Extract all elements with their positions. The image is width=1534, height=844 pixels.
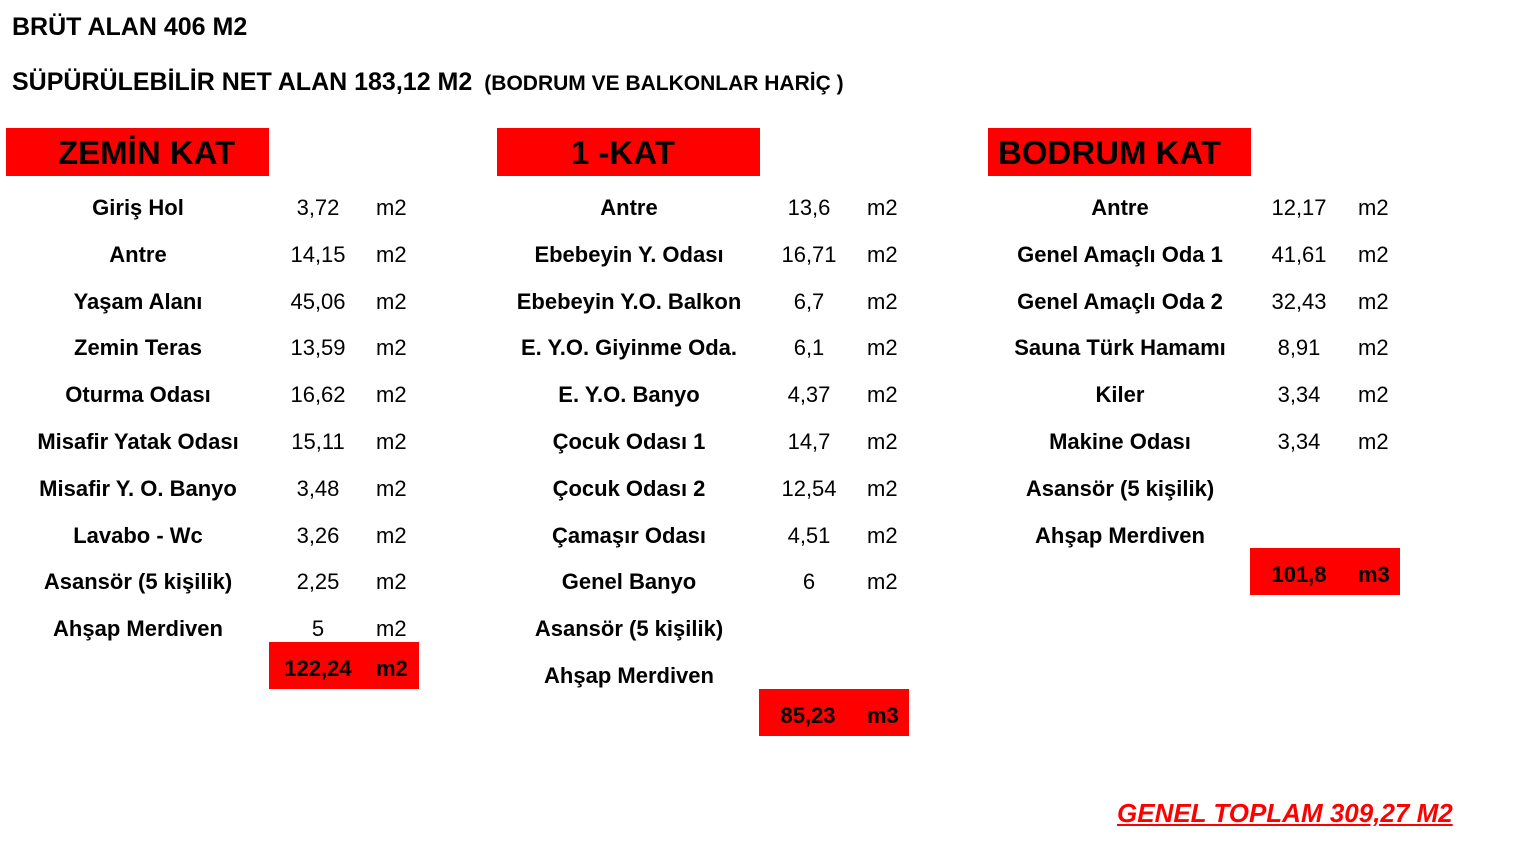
room-area-value: 45,06 xyxy=(290,288,346,314)
room-name: E. Y.O. Giyinme Oda. xyxy=(520,335,737,361)
room-name: Misafir Yatak Odası xyxy=(37,429,239,454)
room-area-value: 3,26 xyxy=(296,522,340,548)
section-total-value: 85,23 xyxy=(780,703,836,728)
room-area-unit: m2 xyxy=(376,382,407,408)
room-area-value: 3,34 xyxy=(1277,429,1321,454)
room-area-unit: m2 xyxy=(376,522,407,548)
section-total-unit: m2 xyxy=(376,656,408,681)
room-area-value: 4,37 xyxy=(787,382,831,408)
room-name: Sauna Türk Hamamı xyxy=(1014,335,1226,361)
room-name: Ahşap Merdiven xyxy=(544,663,714,688)
room-area-value: 16,71 xyxy=(781,241,837,267)
room-name: Antre xyxy=(109,241,167,267)
room-area-unit: m2 xyxy=(1358,335,1389,361)
room-name: E. Y.O. Banyo xyxy=(558,382,700,408)
room-area-value: 32,43 xyxy=(1271,288,1327,314)
section-total-value: 122,24 xyxy=(284,656,352,681)
room-area-unit: m2 xyxy=(867,475,898,501)
room-name: Asansör (5 kişilik) xyxy=(43,569,233,595)
room-area-unit: m2 xyxy=(376,475,407,501)
room-name: Asansör (5 kişilik) xyxy=(534,616,724,642)
room-name: Kiler xyxy=(1095,382,1145,408)
room-name: Genel Amaçlı Oda 1 xyxy=(1017,241,1223,267)
section-title: BODRUM KAT xyxy=(988,128,1251,176)
room-area-unit: m2 xyxy=(1358,429,1389,454)
room-area-unit: m2 xyxy=(376,616,407,642)
room-area-value: 3,48 xyxy=(296,475,340,501)
room-area-unit: m2 xyxy=(376,241,407,267)
room-area-unit: m2 xyxy=(867,241,898,267)
room-name: Oturma Odası xyxy=(65,382,211,408)
room-area-value: 12,54 xyxy=(781,475,837,501)
room-area-value: 3,34 xyxy=(1277,382,1321,408)
room-area-unit: m2 xyxy=(1358,195,1389,220)
section-title: 1 -KAT xyxy=(497,128,760,176)
room-name: Asansör (5 kişilik) xyxy=(1025,475,1215,501)
room-area-value: 41,61 xyxy=(1271,241,1327,267)
section-total xyxy=(759,689,909,736)
room-area-value: 4,51 xyxy=(787,522,831,548)
room-area-value: 8,91 xyxy=(1277,335,1321,361)
room-name: Lavabo - Wc xyxy=(73,522,203,548)
room-name: Giriş Hol xyxy=(92,195,184,220)
room-area-unit: m2 xyxy=(1358,382,1389,408)
section-total-value: 101,8 xyxy=(1271,562,1327,587)
room-area-unit: m2 xyxy=(867,335,898,361)
room-area-value: 16,62 xyxy=(290,382,346,408)
room-area-value: 5 xyxy=(311,616,325,642)
room-area-unit: m2 xyxy=(1358,288,1389,314)
room-area-value: 12,17 xyxy=(1271,195,1327,220)
room-area-value: 6,7 xyxy=(793,288,825,314)
room-name: Yaşam Alanı xyxy=(73,288,203,314)
net-area-note: (BODRUM VE BALKONLAR HARİÇ ) xyxy=(484,72,844,95)
room-name: Misafir Y. O. Banyo xyxy=(39,475,237,501)
room-area-unit: m2 xyxy=(867,195,898,220)
room-name: Çamaşır Odası xyxy=(551,522,707,548)
room-name: Antre xyxy=(600,195,658,220)
room-area-unit: m2 xyxy=(376,335,407,361)
net-area-text: SÜPÜRÜLEBİLİR NET ALAN 183,12 M2 xyxy=(12,68,473,96)
grand-total: GENEL TOPLAM 309,27 M2 xyxy=(1117,798,1453,828)
section-total-unit: m3 xyxy=(867,703,899,728)
room-area-value: 15,11 xyxy=(291,429,345,454)
room-area-unit: m2 xyxy=(1358,241,1389,267)
room-name: Zemin Teras xyxy=(74,335,202,361)
room-name: Çocuk Odası 1 xyxy=(552,429,706,454)
room-area-unit: m2 xyxy=(867,288,898,314)
room-area-unit: m2 xyxy=(867,382,898,408)
room-name: Genel Amaçlı Oda 2 xyxy=(1017,288,1223,314)
room-name: Makine Odası xyxy=(1049,429,1191,454)
room-area-value: 14,15 xyxy=(290,241,346,267)
room-area-unit: m2 xyxy=(867,569,898,595)
room-name: Ebebeyin Y.O. Balkon xyxy=(516,288,742,314)
room-name: Ebebeyin Y. Odası xyxy=(534,241,724,267)
room-name: Genel Banyo xyxy=(561,569,697,595)
room-area-unit: m2 xyxy=(867,522,898,548)
room-area-value: 6,1 xyxy=(793,335,825,361)
room-area-value: 6 xyxy=(802,569,816,595)
room-area-value: 13,59 xyxy=(290,335,346,361)
room-name: Ahşap Merdiven xyxy=(1035,522,1205,548)
section-total xyxy=(1250,548,1400,595)
section-total xyxy=(269,642,419,689)
net-area-heading xyxy=(12,68,844,97)
room-area-unit: m2 xyxy=(376,569,407,595)
room-name: Çocuk Odası 2 xyxy=(552,475,706,501)
room-name: Ahşap Merdiven xyxy=(53,616,223,642)
room-area-value: 13,6 xyxy=(787,195,831,220)
room-area-unit: m2 xyxy=(376,288,407,314)
room-area-unit: m2 xyxy=(376,195,407,220)
room-area-unit: m2 xyxy=(376,429,407,454)
section-title: ZEMİN KAT xyxy=(6,128,269,176)
room-area-value: 14,7 xyxy=(787,429,831,454)
section-total-unit: m3 xyxy=(1358,562,1390,587)
room-area-value: 2,25 xyxy=(296,569,340,595)
room-area-unit: m2 xyxy=(867,429,898,454)
room-name: Antre xyxy=(1091,195,1149,220)
room-area-value: 3,72 xyxy=(296,195,340,220)
gross-area-heading: BRÜT ALAN 406 M2 xyxy=(12,13,248,41)
